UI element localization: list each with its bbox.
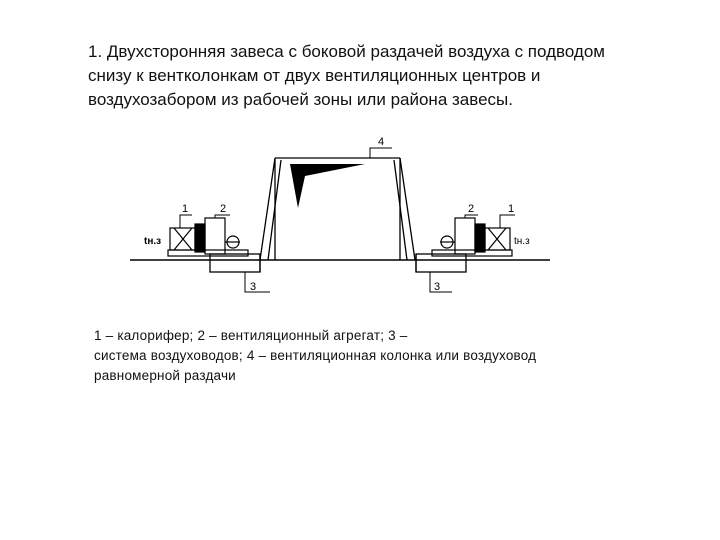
legend-line-3: равномерной раздачи — [94, 368, 236, 383]
label-1-left: 1 — [182, 203, 189, 215]
duct-system — [210, 254, 466, 272]
slide-title — [88, 40, 688, 112]
label-t-left: tн.з — [144, 236, 162, 247]
figure-legend — [94, 326, 694, 386]
label-3-right: 3 — [434, 281, 441, 293]
leader-lines — [180, 148, 515, 292]
title-line-1: 1. Двухсторонняя завеса с боковой раздачей воздуха с подводом — [88, 42, 605, 61]
legend-line-2: система воздуховодов; 4 – вентиляционная колонка или воздуховод — [94, 348, 537, 363]
title-line-2: снизу к вентколонкам от двух вентиляционных центров и — [88, 66, 541, 85]
label-2-right: 2 — [468, 203, 475, 215]
air-jet-wedge — [290, 164, 365, 208]
label-2-left: 2 — [220, 203, 227, 215]
legend-line-1: 1 – калорифер; 2 – вентиляционный агрегат; 3 – — [94, 328, 408, 343]
label-t-right: tн.з — [514, 236, 530, 247]
title-line-3: воздухозабором из рабочей зоны или района завесы. — [88, 90, 513, 109]
label-3-left: 3 — [250, 281, 257, 293]
label-1-right: 1 — [508, 203, 515, 215]
air-curtain-diagram — [130, 120, 550, 320]
ventilation-column — [260, 158, 415, 260]
label-4: 4 — [378, 136, 385, 148]
